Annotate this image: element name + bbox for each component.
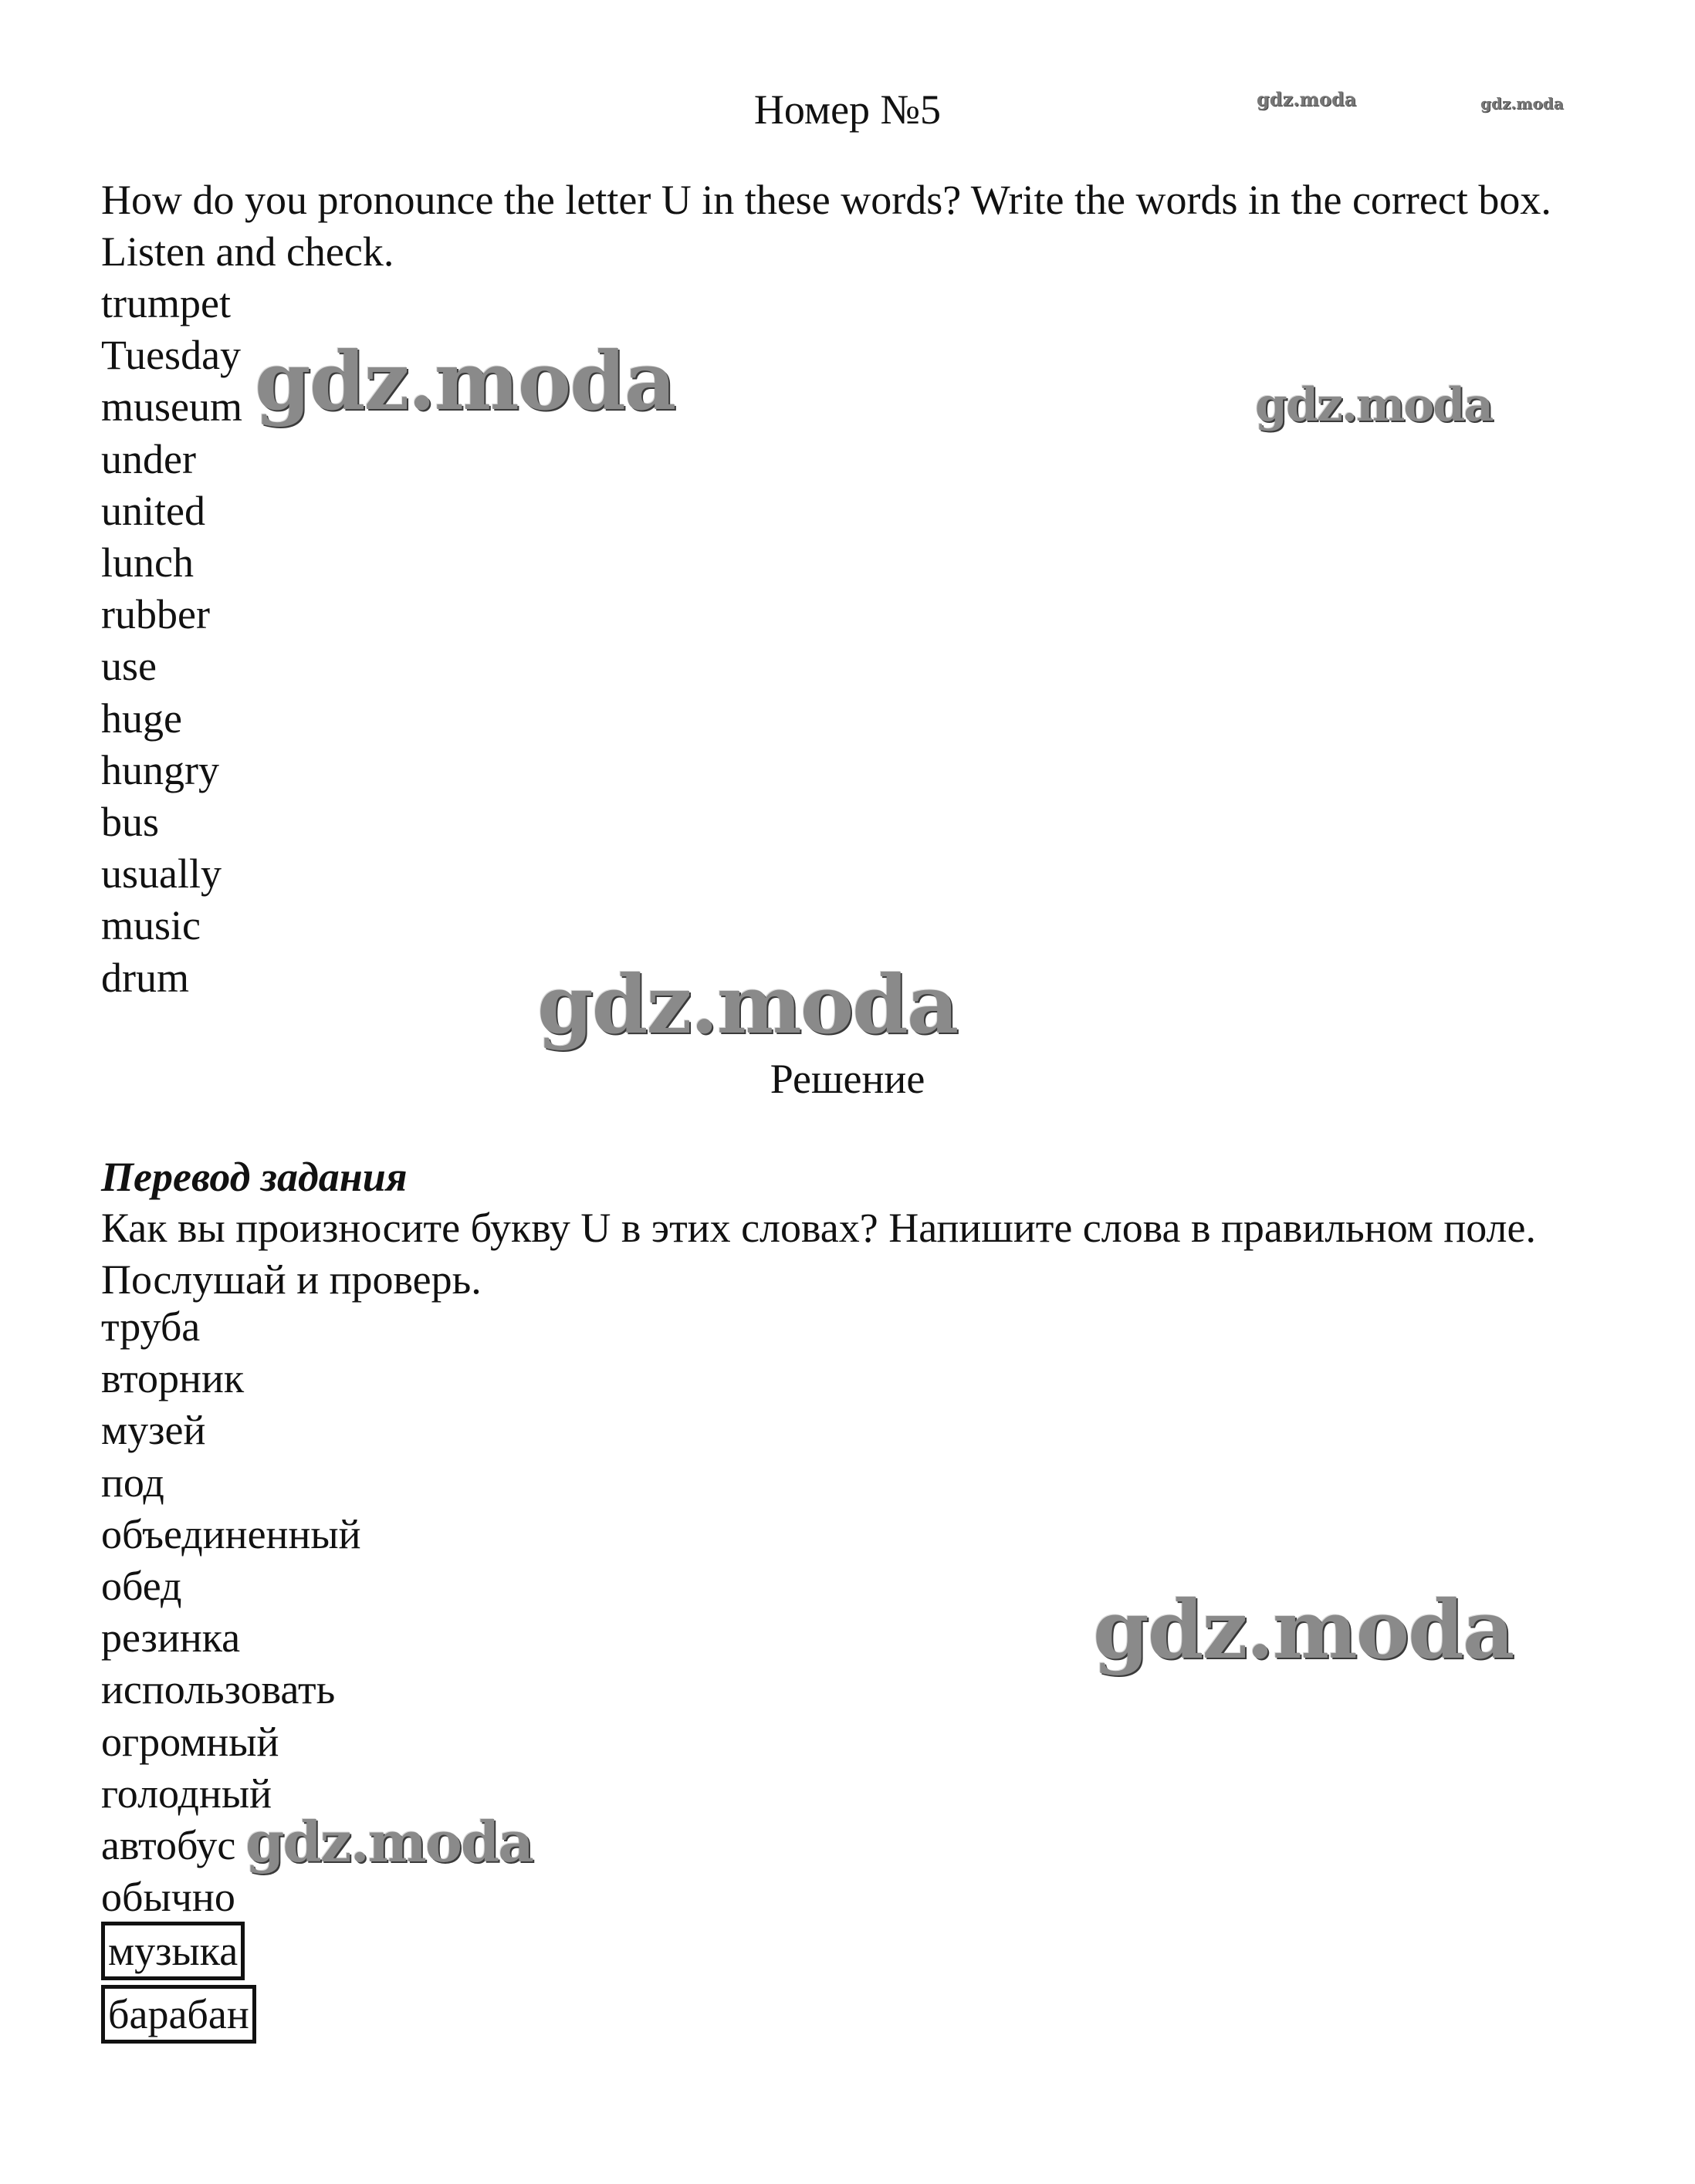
page-title: Номер №5 — [753, 86, 942, 133]
list-item: обед — [101, 1563, 182, 1610]
list-item: museum — [101, 384, 242, 431]
list-item: объединенный — [101, 1510, 361, 1557]
task-text: How do you pronounce the letter U in these words? Write the words in the correct box. Listen and check. — [101, 177, 1551, 275]
watermark: gdz.moda — [537, 957, 958, 1052]
solution-label: Решение — [770, 1056, 925, 1102]
list-item: lunch — [101, 539, 194, 587]
list-item: Tuesday — [101, 332, 242, 379]
list-item: usually — [101, 850, 222, 898]
list-item: обычно — [101, 1874, 235, 1921]
boxed-word: барабан — [101, 1985, 256, 2044]
list-item: united — [101, 487, 205, 534]
list-item: hungry — [101, 746, 219, 793]
watermark: gdz.moda — [1255, 378, 1493, 432]
list-item: вторник — [101, 1355, 245, 1402]
watermark: gdz.moda — [245, 1809, 533, 1875]
watermark: gdz.moda — [1093, 1582, 1514, 1677]
list-item: огромный — [101, 1718, 279, 1765]
list-item: резинка — [101, 1614, 241, 1662]
list-item: use — [101, 643, 157, 690]
boxed-word: музыка — [101, 1922, 245, 1980]
watermark: gdz.moda — [1257, 88, 1357, 110]
list-item: под — [101, 1459, 164, 1506]
list-item: bus — [101, 799, 160, 846]
list-item: under — [101, 435, 196, 482]
list-item: автобус — [101, 1822, 236, 1869]
list-item: huge — [101, 695, 182, 742]
list-item: drum — [101, 954, 189, 1001]
list-item: music — [101, 902, 201, 949]
watermark: gdz.moda — [1480, 94, 1564, 113]
list-item: rubber — [101, 591, 210, 638]
list-item: голодный — [101, 1770, 272, 1817]
watermark: gdz.moda — [255, 333, 675, 428]
list-item: trumpet — [101, 280, 231, 326]
list-item: музей — [101, 1407, 206, 1454]
list-item: использовать — [101, 1666, 336, 1713]
translation-heading: Перевод задания — [101, 1154, 408, 1200]
list-item: труба — [101, 1303, 201, 1350]
translation-task-text: Как вы произносите букву U в этих словах? Напишите слова в правильном поле. Послушай и проверь. — [101, 1205, 1536, 1303]
